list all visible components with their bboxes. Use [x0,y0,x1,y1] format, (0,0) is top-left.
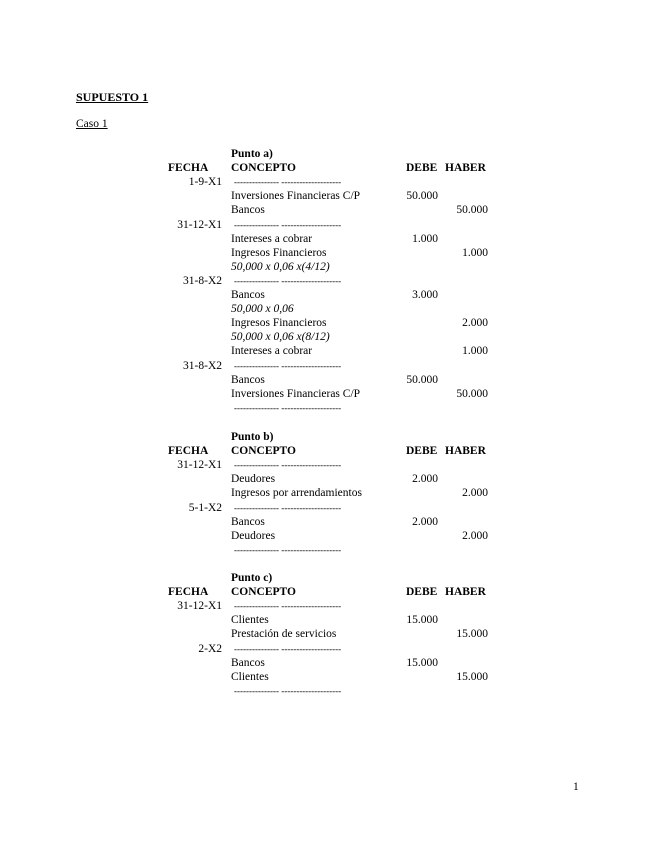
column-header-haber: HABER [445,162,486,175]
calculation-note: 50,000 x 0,06 x(4/12) [231,260,330,273]
credit-amount: 1.000 [462,345,488,358]
entry-date: 2-X2 [198,642,222,655]
case-subheading: Caso 1 [76,118,108,130]
account-name: Intereses a cobrar [231,345,313,358]
column-header-haber: HABER [445,445,486,458]
separator-line: --------------- -------------------- [234,502,342,513]
debit-amount: 1.000 [412,232,438,245]
debit-amount: 50.000 [406,373,438,386]
credit-amount: 1.000 [462,246,488,259]
credit-amount: 50.000 [456,387,488,400]
entry-date: 31-12-X1 [177,218,222,231]
column-header-debe: DEBE [406,586,438,599]
account-name: Clientes [231,670,269,683]
account-name: Inversiones Financieras C/P [231,190,361,203]
account-name: Deudores [231,529,276,542]
separator-line: --------------- -------------------- [234,219,342,230]
section-title: Punto a) [231,148,273,160]
separator-line: --------------- -------------------- [234,360,342,371]
account-name: Bancos [231,373,265,386]
account-name: Bancos [231,289,265,301]
column-header-fecha: FECHA [168,586,209,599]
account-name: Bancos [231,515,265,528]
separator-line: --------------- -------------------- [234,177,342,188]
account-name: Clientes [231,614,269,627]
account-name: Deudores [231,473,276,486]
column-header-fecha: FECHA [168,445,209,458]
account-name: Ingresos Financieros [231,246,327,259]
credit-amount: 2.000 [462,317,488,330]
credit-amount: 2.000 [462,487,488,500]
credit-amount: 15.000 [456,670,488,683]
account-name: Ingresos Financieros [231,317,327,330]
column-header-concepto: CONCEPTO [231,162,296,175]
credit-amount: 2.000 [462,529,488,542]
account-name: Ingresos por arrendamientos [231,487,362,500]
section-title: Punto c) [231,572,273,584]
column-header-haber: HABER [445,586,486,599]
credit-amount: 50.000 [456,204,488,217]
separator-line: --------------- -------------------- [234,275,342,286]
debit-amount: 15.000 [406,614,438,627]
credit-amount: 15.000 [456,628,488,641]
debit-amount: 2.000 [412,515,438,528]
separator-line: --------------- -------------------- [234,643,342,654]
separator-line: --------------- -------------------- [234,544,342,555]
debit-amount: 50.000 [406,190,438,203]
column-header-debe: DEBE [406,162,438,175]
column-header-fecha: FECHA [168,162,209,175]
page-number: 1 [573,781,579,793]
debit-amount: 3.000 [412,289,438,301]
section-title: Punto b) [231,431,274,443]
entry-date: 31-12-X1 [177,600,222,613]
entry-date: 31-12-X1 [177,459,222,472]
separator-line: --------------- -------------------- [234,460,342,471]
column-header-debe: DEBE [406,445,438,458]
account-name: Bancos [231,656,265,669]
account-name: Intereses a cobrar [231,232,313,245]
account-name: Bancos [231,204,265,217]
account-name: Prestación de servicios [231,628,337,641]
document-heading: SUPUESTO 1 [76,90,149,104]
calculation-note: 50,000 x 0,06 x(8/12) [231,331,330,344]
entry-date: 31-8-X2 [183,359,222,372]
calculation-note: 50,000 x 0,06 [231,303,294,316]
column-header-concepto: CONCEPTO [231,586,296,599]
entry-date: 5-1-X2 [188,501,222,514]
debit-amount: 2.000 [412,473,438,486]
separator-line: --------------- -------------------- [234,402,342,413]
separator-line: --------------- -------------------- [234,685,342,696]
account-name: Inversiones Financieras C/P [231,387,361,400]
column-header-concepto: CONCEPTO [231,445,296,458]
entry-date: 31-8-X2 [183,274,222,287]
entry-date: 1-9-X1 [188,176,222,189]
separator-line: --------------- -------------------- [234,601,342,612]
debit-amount: 15.000 [406,656,438,669]
